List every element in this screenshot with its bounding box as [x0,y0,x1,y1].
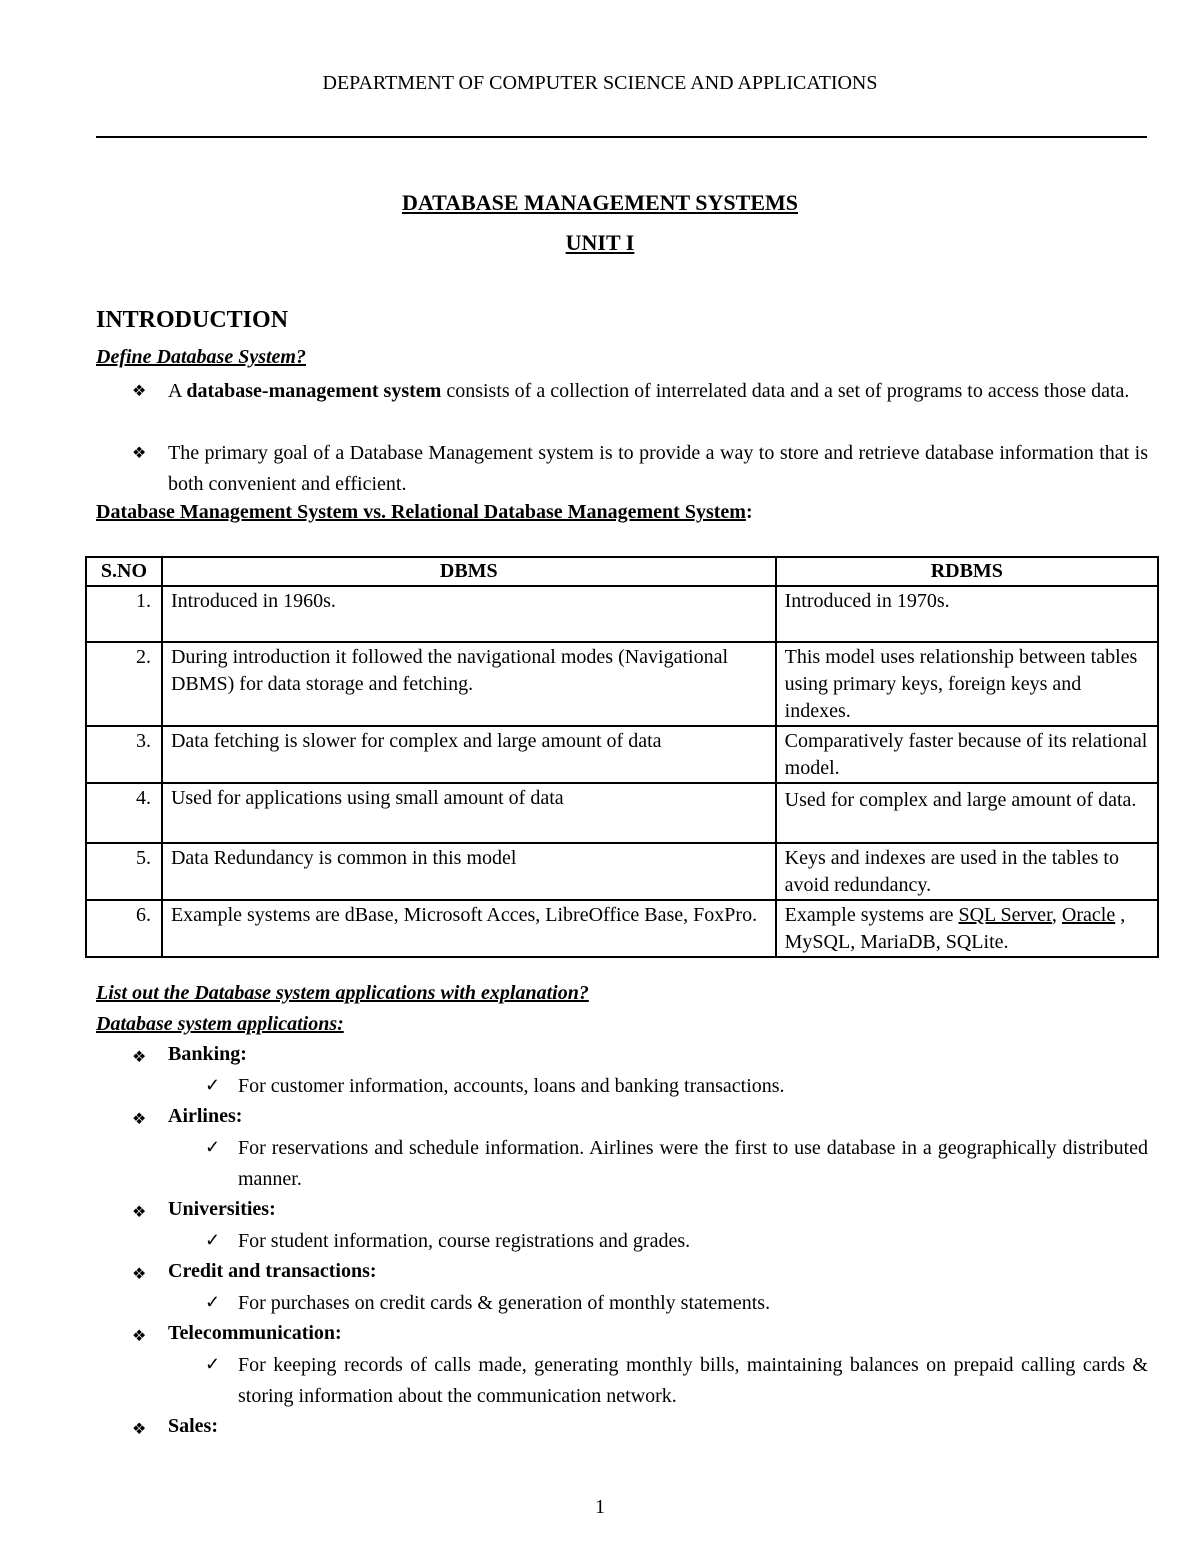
table-row: 5. Data Redundancy is common in this model Keys and indexes are used in the tables to avoid redundancy. [86,843,1158,900]
diamond-bullet-icon: ❖ [132,1328,147,1345]
comparison-heading: Database Management System vs. Relational Database Management System: [96,501,753,523]
header-divider [96,136,1147,138]
app-universities-detail: For student information, course registrations and grades. [238,1230,691,1252]
check-icon: ✓ [205,1137,221,1157]
app-banking: Banking: [168,1043,247,1065]
check-icon: ✓ [205,1230,221,1250]
check-icon: ✓ [205,1075,221,1095]
table-row: 1. Introduced in 1960s. Introduced in 1970s. [86,586,1158,642]
diamond-bullet-icon: ❖ [132,1266,147,1283]
app-credit-detail: For purchases on credit cards & generation of monthly statements. [238,1292,771,1314]
app-sales: Sales: [168,1415,218,1437]
app-airlines-detail: For reservations and schedule information. Airlines were the first to use database in a geographically distributed manner. [238,1137,1148,1190]
app-airlines: Airlines: [168,1105,243,1127]
unit-title: UNIT I [565,230,635,255]
app-credit: Credit and transactions: [168,1260,377,1282]
diamond-bullet-icon: ❖ [132,445,147,462]
diamond-bullet-icon: ❖ [132,383,147,400]
diamond-bullet-icon: ❖ [132,1111,147,1128]
applications-subheading: Database system applications: [96,1013,344,1035]
define-question: Define Database System? [96,346,306,368]
table-row: 6. Example systems are dBase, Microsoft Acces, LibreOffice Base, FoxPro. Example systems are SQL Server, Oracle , MySQL, MariaDB, SQLite. [86,900,1158,957]
column-header-sno: S.NO [86,557,162,586]
department-header: DEPARTMENT OF COMPUTER SCIENCE AND APPLICATIONS [322,72,878,94]
table-header-row [86,557,1158,586]
table-row: 4. Used for applications using small amount of data Used for complex and large amount of data. [86,783,1158,843]
column-header-rdbms: RDBMS [776,557,1158,586]
diamond-bullet-icon: ❖ [132,1204,147,1221]
check-icon: ✓ [205,1354,221,1374]
document-title: DATABASE MANAGEMENT SYSTEMS [401,190,799,215]
table-row: 3. Data fetching is slower for complex and large amount of data Comparatively faster because of its relational model. [86,726,1158,783]
column-header-dbms: DBMS [162,557,776,586]
app-telecommunication-detail: For keeping records of calls made, generating monthly bills, maintaining balances on prepaid calling cards & storing information about the communication network. [238,1354,1148,1407]
diamond-bullet-icon: ❖ [132,1421,147,1438]
applications-question: List out the Database system applications with explanation? [96,982,589,1004]
page-number: 1 [595,1496,605,1518]
dbms-vs-rdbms-table [85,556,1159,958]
app-banking-detail: For customer information, accounts, loans and banking transactions. [238,1075,785,1097]
introduction-heading: INTRODUCTION [96,307,289,333]
check-icon: ✓ [205,1292,221,1312]
diamond-bullet-icon: ❖ [132,1049,147,1066]
table-row: 2. During introduction it followed the navigational modes (Navigational DBMS) for data storage and fetching. This model uses relationship between tables using primary keys, foreign keys and indexes. [86,642,1158,726]
app-telecommunication: Telecommunication: [168,1322,342,1344]
app-universities: Universities: [168,1198,276,1220]
